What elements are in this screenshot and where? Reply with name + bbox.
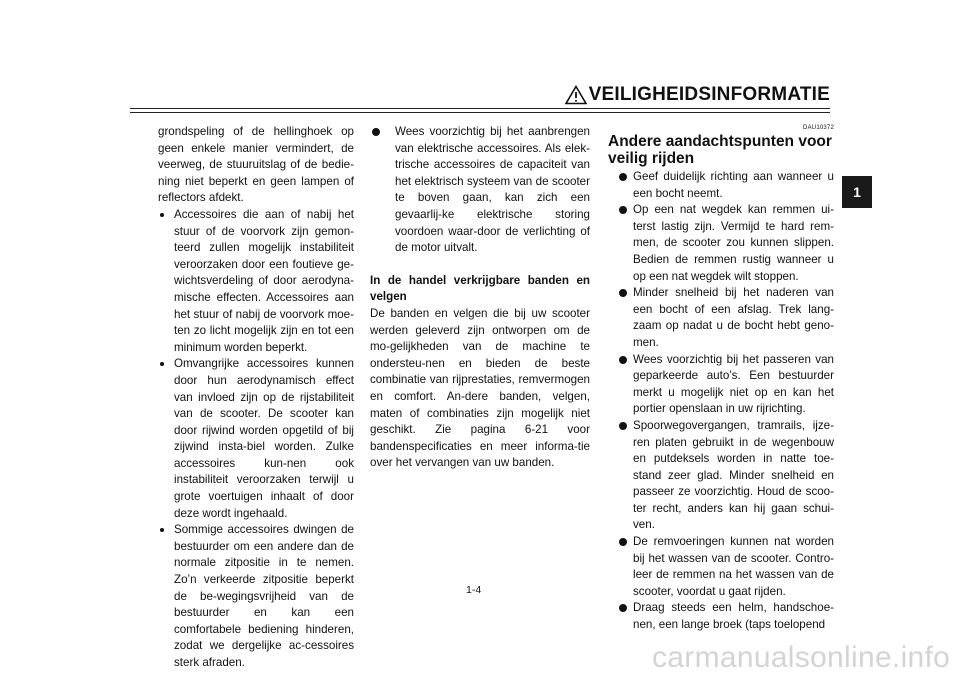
bullet-dot <box>619 422 627 430</box>
document-code: DAU10372 <box>803 125 834 131</box>
tyres-paragraph: De banden en velgen die bij uw scooter werden geleverd zijn ontworpen om de mo-gelijkheden van de machine te ondersteu-nen en bieden de beste combinatie van rijprestaties, remvermogen en comfort. An-dere banden, velgen, maten of combinaties zijn mogelijk niet geschikt. Zie pagina 6-21 voor bandenspecificaties en meer informa-tie over het vervangen van uw banden. <box>370 306 590 470</box>
chapter-tab: 1 <box>842 176 872 208</box>
bullet-dot <box>619 538 627 546</box>
column-1 <box>158 124 354 672</box>
page-header <box>565 84 830 106</box>
page-number: 1-4 <box>466 584 482 596</box>
bullet-dot <box>372 128 380 136</box>
accessory-list <box>158 207 354 672</box>
bullet-dot <box>619 206 627 214</box>
list-item: De remvoeringen kunnen nat worden bij het wassen van de scooter. Contro-leer de remmen na het wassen van de scooter, voordat u gaat rijden. <box>608 534 834 600</box>
column-3 <box>608 124 834 634</box>
list-item: Wees voorzichtig bij het passeren van geparkeerde auto’s. Een bestuurder merkt u mogelijk niet op en kan het portier openslaan in uw rijrichting. <box>608 352 834 418</box>
bullet-dot <box>619 289 627 297</box>
bullet-dot <box>619 604 627 612</box>
warning-triangle-icon <box>565 85 587 105</box>
list-item: Sommige accessoires dwingen de bestuurder om een andere dan de normale zitpositie in te nemen. Zo’n verkeerde zitpositie beperkt de be-wegingsvrijheid van de bestuurder en kan een comfortabele bediening hinderen, zodat we dergelijke ac-cessoires sterk afraden. <box>158 522 354 671</box>
list-item: Draag steeds een helm, handschoe-nen, een lange broek (taps toelopend <box>608 600 834 633</box>
list-item: Geef duidelijk richting aan wanneer u een bocht neemt. <box>608 169 834 202</box>
list-item: Accessoires die aan of nabij het stuur of de voorvork zijn gemon-teerd zullen mogelijk instabiliteit veroorzaken door een foutieve ge-wichtsverdeling of door aerodyna-mische effecten. Accessoires aan het stuur of nabij de voorvork moe-ten zo licht mogelijk zijn en tot een minimum worden beperkt. <box>158 207 354 356</box>
list-item: Spoorwegovergangen, tramrails, ijze-ren platen gebruikt in de wegenbouw en putdeksels worden in natte toe-stand zeer glad. Minder snelheid en passeer ze voorzichtig. Houd de scoo-ter recht, anders kan hij gaan schui-ven. <box>608 418 834 534</box>
bullet-dot <box>160 362 164 366</box>
riding-tips-list <box>608 169 834 634</box>
section-heading: Andere aandachtspunten voor veilig rijden <box>608 133 832 167</box>
bullet-dot <box>160 213 164 217</box>
watermark-text: carmanualsonline.info <box>652 641 951 674</box>
section-subheading: In de handel verkrijgbare banden en velgen <box>370 273 590 304</box>
header-rule <box>130 108 830 109</box>
column-2 <box>370 124 590 472</box>
bullet-dot <box>619 173 627 181</box>
intro-paragraph: grondspeling of de hellinghoek op geen enkele manier vermindert, de veerweg, de stuuruitslag of de bedie-ning niet beperkt en geen lampen of reflectors afdekt. <box>158 125 354 205</box>
electrical-list <box>370 124 590 257</box>
bullet-dot <box>619 356 627 364</box>
list-item: Minder snelheid bij het naderen van een bocht of een afslag. Trek lang-zaam op nadat u de bocht hebt geno-men. <box>608 285 834 351</box>
list-item: Wees voorzichtig bij het aanbrengen van elektrische accessoires. Als elek-trische accessoires de capaciteit van het elektrisch systeem van de scooter te boven gaan, kan zich een gevaarlij-ke elektrische storing voordoen waar-door de verlichting of de motor uitvalt. <box>370 124 590 257</box>
header-rule-thin <box>130 112 830 113</box>
list-item: Omvangrijke accessoires kunnen door hun aerodynamisch effect van invloed zijn op de rijstabiliteit van de scooter. De scooter kan door rijwind worden opgetild of bij zijwind insta-biel worden. Zulke accessoires kun-nen ook instabiliteit veroorzaken terwijl u grote voertuigen inhaalt of door deze wordt ingehaald. <box>158 356 354 522</box>
page-title: VEILIGHEIDSINFORMATIE <box>588 84 830 105</box>
list-item: Op een nat wegdek kan remmen ui-terst lastig zijn. Vermijd te hard rem-men, de scooter zou kunnen slippen. Bedien de remmen rustig wanneer u op een nat wegdek wilt stoppen. <box>608 202 834 285</box>
bullet-dot <box>160 528 164 532</box>
